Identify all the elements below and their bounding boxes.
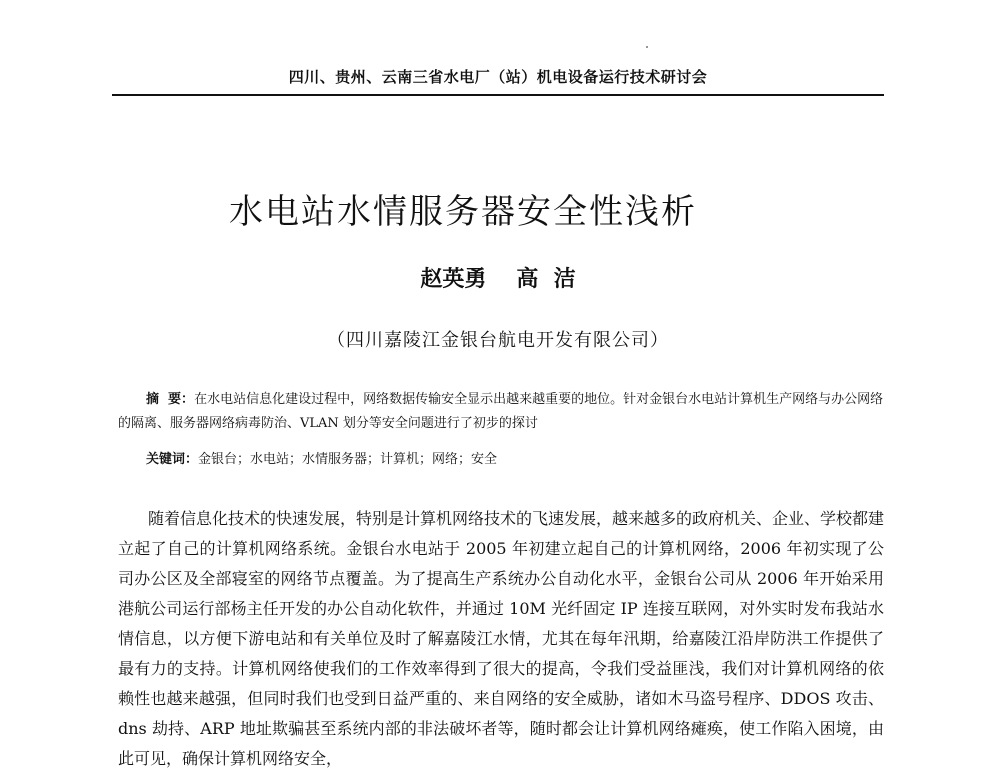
keywords-label: 关键词：	[146, 452, 199, 467]
header-rule	[112, 94, 884, 96]
keywords	[146, 448, 884, 467]
abstract	[118, 388, 884, 436]
authors	[112, 262, 884, 293]
author-2: 高 洁	[516, 266, 576, 292]
affiliation: （四川嘉陵江金银台航电开发有限公司）	[327, 330, 669, 351]
body-paragraph: 随着信息化技术的快速发展，特别是计算机网络技术的飞速发展，越来越多的政府机关、企业、学校都建立起了自己的计算机网络系统。金银台水电站于 2005 年初建立起自己的计算机网络，2006 年初实现了公司办公区及全部寝室的网络节点覆盖。为了提高生产系统办公自动化水平，金银台公司从 2006 年开始采用港航公司运行部杨主任开发的办公自动化软件，并通过 10M 光纤固定 IP 连接互联网，对外实时发布我站水情信息，以方便下游电站和有关单位及时了解嘉陵江水情，尤其在每年汛期，给嘉陵江沿岸防洪工作提供了最有力的支持。计算机网络使我们的工作效率得到了很大的提高，令我们受益匪浅，我们对计算机网络的依赖性也越来越强，但同时我们也受到日益严重的、来自网络的安全威胁，诸如木马盗号程序、DDOS 攻击、dns 劫持、ARP 地址欺骗甚至系统内部的非法破坏者等，随时都会让计算机网络瘫痪，使工作陷入困境，由此可见，确保计算机网络安全，	[118, 509, 885, 768]
author-1: 赵英勇	[420, 266, 487, 292]
running-header: 四川、贵州、云南三省水电厂（站）机电设备运行技术研讨会	[288, 68, 708, 86]
abstract-label: 摘 要：	[146, 392, 195, 407]
paper-title: 水电站水情服务器安全性浅析	[229, 192, 697, 232]
keywords-text: 金银台；水电站；水情服务器；计算机；网络；安全	[198, 452, 498, 467]
scan-speck	[646, 46, 648, 48]
abstract-text: 在水电站信息化建设过程中，网络数据传输安全显示出越来越重要的地位。针对金银台水电站计算机生产网络与办公网络的隔离、服务器网络病毒防治、VLAN 划分等安全问题进行了初步的探讨	[118, 392, 884, 431]
